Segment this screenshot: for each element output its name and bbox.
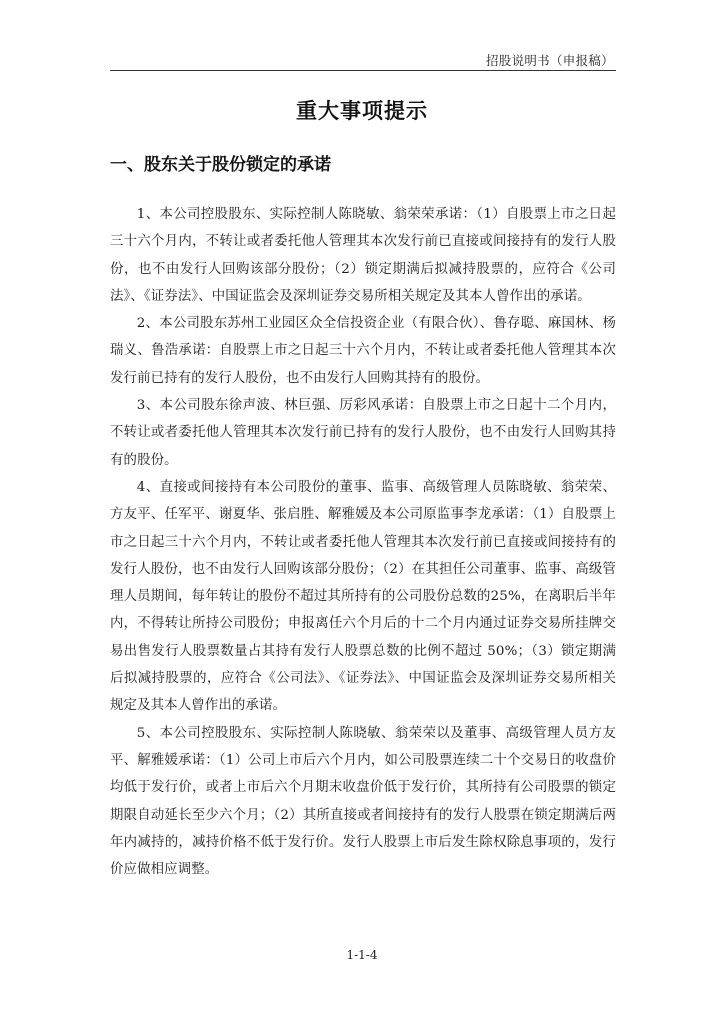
paragraph: 5、本公司控股股东、实际控制人陈晓敏、翁荣荣以及董事、高级管理人员方友平、解雅媛承诺：（1）公司上市后六个月内，如公司股票连续二十个交易日的收盘价均低于发行价，或者上市后六个月期末收盘价低于发行价，其所持有公司股票的锁定期限自动延长至少六个月；（2）其所直接或者间接持有的发行人股票在锁定期满后两年内减持的，减持价格不低于发行价。发行人股票上市后发生除权除息事项的，发行价应做相应调整。 — [110, 725, 616, 878]
page-title: 重大事项提示 — [296, 99, 428, 123]
section-body — [110, 201, 616, 883]
running-header: 招股说明书（申报稿） — [485, 53, 614, 68]
paragraph: 3、本公司股东徐声波、林巨强、厉彩风承诺：自股票上市之日起十二个月内，不转让或者委托他人管理其本次发行前已持有的发行人股份，也不由发行人回购其持有的股份。 — [110, 398, 616, 468]
page-number: 1-1-4 — [346, 948, 378, 962]
paragraph: 4、直接或间接持有本公司股份的董事、监事、高级管理人员陈晓敏、翁荣荣、方友平、任军平、谢夏华、张启胜、解雅媛及本公司原监事李龙承诺：（1）自股票上市之日起三十六个月内，不转让或者委托他人管理其本次发行前已直接或间接持有的发行人股份，也不由发行人回购该部分股份；（2）在其担任公司董事、监事、高级管理人员期间，每年转让的股份不超过其所持有的公司股份总数的25%，在离职后半年内，不得转让所持公司股份；申报离任六个月后的十二个月内通过证券交易所挂牌交易出售发行人股票数量占其持有发行人股票总数的比例不超过 50%；（3）锁定期满后拟减持股票的，应符合《公司法》、《证券法》、中国证监会及深圳证券交易所相关规定及其本人曾作出的承诺。 — [110, 479, 616, 714]
paragraph: 1、本公司控股股东、实际控制人陈晓敏、翁荣荣承诺：（1）自股票上市之日起三十六个月内，不转让或者委托他人管理其本次发行前已直接或间接持有的发行人股份，也不由发行人回购该部分股份；（2）锁定期满后拟减持股票的，应符合《公司法》、《证券法》、中国证监会及深圳证券交易所相关规定及其本人曾作出的承诺。 — [110, 207, 616, 304]
header-divider — [110, 70, 616, 71]
paragraph: 2、本公司股东苏州工业园区众全信投资企业（有限合伙）、鲁存聪、麻国林、杨瑞义、鲁浩承诺：自股票上市之日起三十六个月内，不转让或者委托他人管理其本次发行前已持有的发行人股份，也不由发行人回购其持有的股份。 — [110, 316, 616, 386]
section-heading: 一、股东关于股份锁定的承诺 — [110, 155, 331, 175]
